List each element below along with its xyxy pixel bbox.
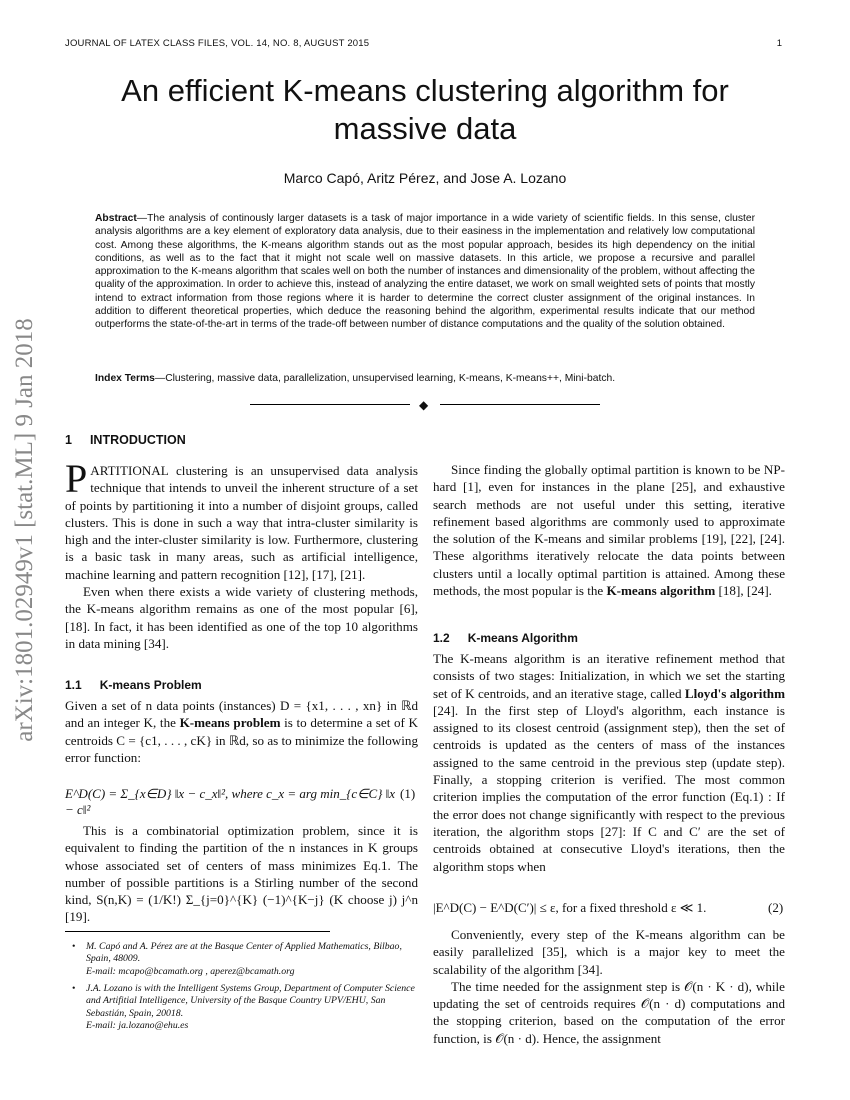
footnote-rule bbox=[65, 931, 330, 932]
divider-diamond-icon: ◆ bbox=[419, 398, 429, 412]
footnote-2-text: J.A. Lozano is with the Intelligent Systems Group, Department of Computer Science and Artifitial Intelligence, University of the Basque Country UPV/EHU, San Sebastián, Spain, 20018. bbox=[86, 983, 415, 1019]
index-terms-text: —Clustering, massive data, parallelization, unsupervised learning, K-means, K-means++, Mini-batch. bbox=[154, 373, 616, 384]
arxiv-identifier: arXiv:1801.02949v1 [stat.ML] 9 Jan 2018 bbox=[11, 318, 38, 742]
section-1-2-number: 1.2 bbox=[433, 631, 450, 645]
index-terms-label: Index Terms bbox=[95, 373, 155, 384]
right-column-intro bbox=[433, 461, 785, 599]
bullet-icon: • bbox=[72, 983, 76, 994]
section-1-1-title: K-means Problem bbox=[99, 678, 202, 692]
section-divider bbox=[250, 399, 600, 411]
equation-2-number: (2) bbox=[768, 900, 784, 915]
problem-text-c: is to determine a set of K centroids C = {c1, . . . , cK} in ℝd, so as to minimize the following error function: bbox=[65, 715, 419, 765]
section-1-heading bbox=[65, 431, 186, 449]
left-column-intro bbox=[65, 456, 418, 652]
parallel-paragraph: Conveniently, every step of the K-means algorithm can be easily parallelized [35], which is a major key to meet the scalability of the algorithm [34]. bbox=[433, 927, 785, 977]
problem-text-a: Given a set of n data points (instances) D = {x1, . . . , xn} in ℝd and an integer K, the bbox=[65, 698, 418, 731]
problem-term: K-means problem bbox=[179, 715, 281, 731]
arxiv-stamp bbox=[0, 320, 50, 740]
kmeans-algorithm-term: K-means algorithm bbox=[606, 583, 716, 599]
paper-title bbox=[0, 72, 850, 148]
index-terms bbox=[95, 373, 755, 384]
dropcap: P bbox=[65, 456, 88, 501]
section-1-title: INTRODUCTION bbox=[89, 433, 186, 447]
right-paragraph-1 bbox=[433, 461, 785, 599]
title-line-2: massive data bbox=[333, 111, 517, 146]
algorithm-paragraph bbox=[433, 650, 785, 875]
intro-lead-word: ARTITIONAL bbox=[90, 463, 169, 478]
section-1-2-heading bbox=[433, 629, 578, 647]
section-1-1-heading bbox=[65, 676, 202, 694]
footnote-2-email: E-mail: ja.lozano@ehu.es bbox=[86, 1019, 189, 1031]
left-column-combinatorial bbox=[65, 822, 418, 926]
equation-1-number: (1) bbox=[400, 786, 416, 801]
algorithm-text-c: [24]. In the first step of Lloyd's algorithm, each instance is assigned to its closest centroid (assignment step), then the set of centroids is updated as the centers of mass of the instances assigned to the same centroid in the previous step (update step). Finally, a stopping criterion is verified. The most common criterion implies the computation of the error function (Eq.1) : If the error does not change significantly with respect to the previous iteration, the algorithm stops [27]: If C and C′ are the set of centroids obtained at consecutive Lloyd's iterations, then the algorithm stops when bbox=[433, 702, 785, 874]
footnote-1-text: M. Capó and A. Pérez are at the Basque Center of Applied Mathematics, Bilbao, Spain, 48009. bbox=[86, 941, 402, 965]
section-1-1-number: 1.1 bbox=[65, 678, 82, 692]
equation-1: E^D(C) = Σ_{x∈D} ‖x − c_x‖², where c_x = arg min_{c∈C} ‖x − c‖² bbox=[65, 786, 396, 817]
section-1-number: 1 bbox=[65, 433, 72, 447]
right-text-1a: Since finding the globally optimal partition is known to be NP-hard [1], even for instances in the plane [25], and exhaustive search methods are not useful under this setting, iterative refinement based algorithms are commonly used to approximate the solution of the K-means and similar problems [19], [22], [24]. These algorithms iteratively relocate the data points between clusters until a locally optimal partition is attained. Among these methods, the most popular is the bbox=[433, 462, 785, 599]
title-line-1: An efficient K-means clustering algorithm for bbox=[121, 73, 729, 108]
footnote-2 bbox=[72, 983, 418, 1032]
abstract bbox=[95, 212, 755, 332]
intro-paragraph-1 bbox=[65, 456, 418, 583]
abstract-label: Abstract bbox=[95, 213, 137, 224]
footnote-1-email: E-mail: mcapo@bcamath.org , aperez@bcamath.org bbox=[86, 965, 295, 977]
problem-paragraph bbox=[65, 697, 418, 766]
page-number: 1 bbox=[776, 38, 782, 49]
right-column-parallel bbox=[433, 926, 785, 1047]
lloyds-algorithm-term: Lloyd's algorithm bbox=[684, 685, 785, 701]
right-text-1c: [18], [24]. bbox=[715, 583, 772, 599]
algorithm-text-a: The K-means algorithm is an iterative refinement method that consists of two stages: Initialization, in which we set the starting set of K centroids, and an iterative stage, called bbox=[433, 651, 785, 701]
abstract-text: —The analysis of continously larger datasets is a task of major importance in a wide variety of scientific fields. In this sense, cluster analysis algorithms are a key element of exploratory data analysis, due to their easiness in the implementation and relatively low computational cost. Among these algorithms, the K-means algorithm stands out as the most popular approach, besides its high dependency on the initial conditions, as well as to the fact that it might not scale well on massive datasets. In this article, we propose a recursive and parallel approximation to the K-means algorithm that scales well on both the number of instances and dimensionality of the problem, without affecting the quality of the approximation. In order to achieve this, instead of analyzing the entire dataset, we work on small weighted sets of points that mostly intend to extract information from those regions where it is harder to determine the correct cluster assignment of the original instances. In addition to different theoretical properties, which deduce the reasoning behind the algorithm, experimental results indicate that our method outperforms the state-of-the-art in terms of the trade-off between number of distance computations and the quality of the solution obtained. bbox=[95, 213, 755, 331]
author-list: Marco Capó, Aritz Pérez, and Jose A. Lozano bbox=[283, 170, 567, 186]
combinatorial-paragraph: This is a combinatorial optimization problem, since it is equivalent to finding the partition of the n instances in K groups whose associated set of centers of mass minimizes Eq.1. The number of possible partitions is a Stirling number of the second kind, S(n,K) = (1/K!) Σ_{j=0}^{K} (−1)^{K−j} (K choose j) j^n [19]. bbox=[65, 823, 418, 925]
bullet-icon: • bbox=[72, 941, 76, 952]
left-column-problem bbox=[65, 697, 418, 766]
intro-text-1: clustering is an unsupervised data analysis technique that intends to unveil the inherent structure of a set of points by partitioning it into a number of disjoint groups, called clusters. This is done in such a way that intra-cluster similarity is high and the inter-cluster similarity is low. Furthermore, clustering is a basic task in many areas, such as artificial intelligence, machine learning and pattern recognition [12], [17], [21]. bbox=[65, 463, 418, 582]
section-1-2-title: K-means Algorithm bbox=[467, 631, 578, 645]
footnote-1 bbox=[72, 941, 418, 978]
intro-paragraph-2: Even when there exists a wide variety of clustering methods, the K-means algorithm remains as one of the most popular [6], [18]. In fact, it has been identified as one of the top 10 algorithms in data mining [34]. bbox=[65, 584, 418, 651]
complexity-paragraph: The time needed for the assignment step is 𝒪(n · K · d), while updating the set of centroids requires 𝒪(n · d) computations and the stopping criterion, based on the computation of the error function, is 𝒪(n · d). Hence, the assignment bbox=[433, 978, 785, 1046]
equation-2: |E^D(C) − E^D(C′)| ≤ ε, for a fixed threshold ε ≪ 1. bbox=[433, 900, 707, 915]
right-column-algorithm bbox=[433, 650, 785, 875]
running-header: JOURNAL OF LATEX CLASS FILES, VOL. 14, NO. 8, AUGUST 2015 bbox=[65, 38, 370, 49]
